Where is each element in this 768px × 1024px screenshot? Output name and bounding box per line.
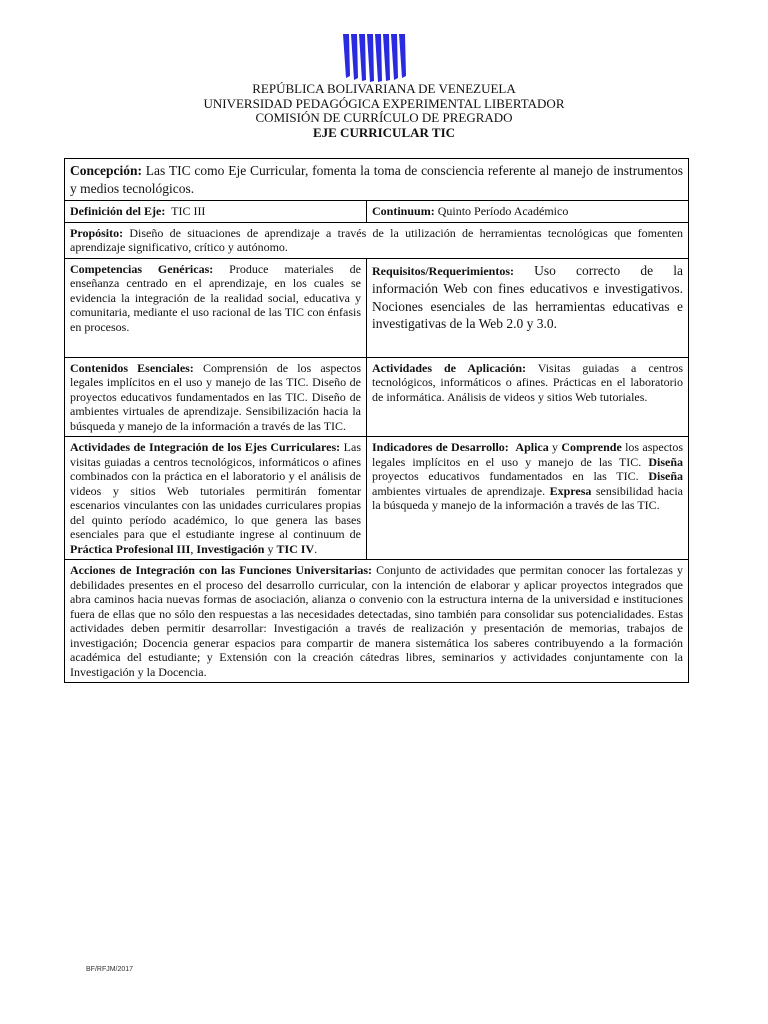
indicadores-label: Indicadores de Desarrollo: <box>372 440 509 454</box>
integracion-bold-2: Investigación <box>196 541 265 556</box>
header-line-1: REPÚBLICA BOLIVARIANA DE VENEZUELA <box>252 81 516 96</box>
header-line-2: UNIVERSIDAD PEDAGÓGICA EXPERIMENTAL LIBERTADOR <box>203 95 565 111</box>
continuum-text: Quinto Período Académico <box>434 204 569 218</box>
integracion-bold-1: Práctica Profesional III <box>70 541 191 556</box>
integracion-text-3: y <box>264 541 277 556</box>
indicadores-cell <box>367 437 689 560</box>
row-concepcion <box>65 159 689 201</box>
contenidos-label: Contenidos Esenciales: <box>70 360 194 375</box>
upel-logo <box>340 32 412 82</box>
actividades-aplicacion-cell <box>367 357 689 437</box>
definicion-text: TIC III <box>165 204 206 218</box>
integracion-text-4: . <box>314 541 318 556</box>
curriculum-table <box>64 158 689 683</box>
proposito-label: Propósito: <box>70 225 124 240</box>
concepcion-cell <box>65 159 689 201</box>
definicion-cell <box>65 201 367 223</box>
integracion-text-2: , <box>190 541 197 556</box>
requisitos-cell <box>367 258 689 357</box>
document-header <box>0 82 768 140</box>
proposito-text: Diseño de situaciones de aprendizaje a través de la utilización de herramientas tecnológicas que fomenten aprendizaje significativo, crítico y autónomo. <box>70 225 683 254</box>
integracion-ejes-cell <box>65 437 367 560</box>
definicion-label: Definición del Eje: <box>70 204 166 218</box>
indicadores-text-2: los aspectos legales implícitos en el uso y manejo de las TIC. <box>372 440 684 469</box>
proposito-cell <box>65 222 689 258</box>
footer-code: BF/RFJM/2017 <box>86 966 134 973</box>
contenidos-cell <box>65 357 367 437</box>
row-competencias <box>65 258 689 357</box>
requisitos-label: Requisitos/Requerimientos: <box>372 263 514 278</box>
concepcion-label: Concepción: <box>70 163 142 178</box>
header-line-4: EJE CURRICULAR TIC <box>312 124 456 140</box>
continuum-cell <box>367 201 689 223</box>
competencias-label: Competencias Genéricas: <box>70 261 214 276</box>
header-line-3: COMISIÓN DE CURRÍCULO DE PREGRADO <box>255 110 513 125</box>
indicadores-bold-4: Diseña <box>648 469 683 483</box>
acciones-label: Acciones de Integración con las Funciones Universitarias: <box>70 563 373 577</box>
actividades-aplicacion-label: Actividades de Aplicación: <box>372 360 526 375</box>
integracion-ejes-text: Las visitas guiadas a centros tecnológicos, informáticos o afines combinados con la práctica en el laboratorio y el análisis de videos y sitios Web tutoriales permitirán fomentar escenarios vinculantes con las unidades curriculares propias del quinto período académico, lo que genera las bases esenciales para que el estudiante ingrese al continuum de <box>70 440 361 541</box>
indicadores-text-5: sensibilidad hacia la búsqueda y manejo de la información a través de las TIC. <box>372 483 684 512</box>
competencias-cell <box>65 258 367 357</box>
competencias-text: Produce materiales de enseñanza centrado en el aprendizaje, en los cuales se evidencia la integración de la realidad social, educativa y comunitaria, mediante el uso racional de las TIC con énfasis en procesos. <box>70 261 361 334</box>
indicadores-bold-5: Expresa <box>549 483 592 498</box>
indicadores-bold-3: Diseña <box>648 454 683 469</box>
row-acciones <box>65 560 689 683</box>
integracion-ejes-label: Actividades de Integración de los Ejes Curriculares: <box>70 440 341 454</box>
indicadores-text-1: y <box>548 440 562 454</box>
concepcion-text: Las TIC como Eje Curricular, fomenta la toma de consciencia referente al manejo de instrumentos y medios tecnológicos. <box>70 163 683 196</box>
acciones-cell <box>65 560 689 683</box>
contenidos-text: Comprensión de los aspectos legales implícitos en el uso y manejo de las TIC. Diseño de proyectos educativos fundamentados en las TIC. Diseño de ambientes virtuales de aprendizaje. Sensibilización hacia la búsqueda y manejo de la información a través de las TIC. <box>70 360 361 433</box>
row-integracion <box>65 437 689 560</box>
actividades-aplicacion-text: Visitas guiadas a centros tecnológicos, informáticos o afines. Prácticas en el laboratorio de informática. Análisis de videos y sitios Web tutoriales. <box>372 360 683 404</box>
row-proposito <box>65 222 689 258</box>
integracion-bold-3: TIC IV <box>276 541 315 556</box>
row-definicion <box>65 201 689 223</box>
continuum-label: Continuum: <box>372 204 435 218</box>
indicadores-bold-1: Aplica <box>515 440 549 454</box>
requisitos-text: Uso correcto de la información Web con fines educativos e investigativos. Nociones esenciales de las herramientas educativas e investigativas de la Web 2.0 y 3.0. <box>372 262 683 331</box>
row-contenidos <box>65 357 689 437</box>
indicadores-text-4: ambientes virtuales de aprendizaje. <box>372 483 550 498</box>
indicadores-text-3: proyectos educativos fundamentados en las TIC. <box>372 469 649 483</box>
acciones-text: Conjunto de actividades que permitan conocer las fortalezas y debilidades presentes en el proceso del desarrollo curricular, con la intención de elaborar y aplicar proyectos integrados que abra caminos hacia nuevas formas de asociación, alianza o convenio con la estructura interna de la universidad e instituciones fuera de ellas que no sólo den respuestas a las necesidades detectadas, sino también para consolidar sus potencialidades. Estas actividades deben permitir desarrollar: Investigación a través de realización y presentación de memorias, trabajos de investigación; Docencia generar espacios para compartir de manera sistemática los saberes contribuyendo a la formación académica del estudiante; y Extensión con la creación cátedras libres, seminarios y actividades conjuntamente con la Investigación y la Docencia. <box>70 563 684 679</box>
indicadores-bold-2: Comprende <box>561 440 622 454</box>
